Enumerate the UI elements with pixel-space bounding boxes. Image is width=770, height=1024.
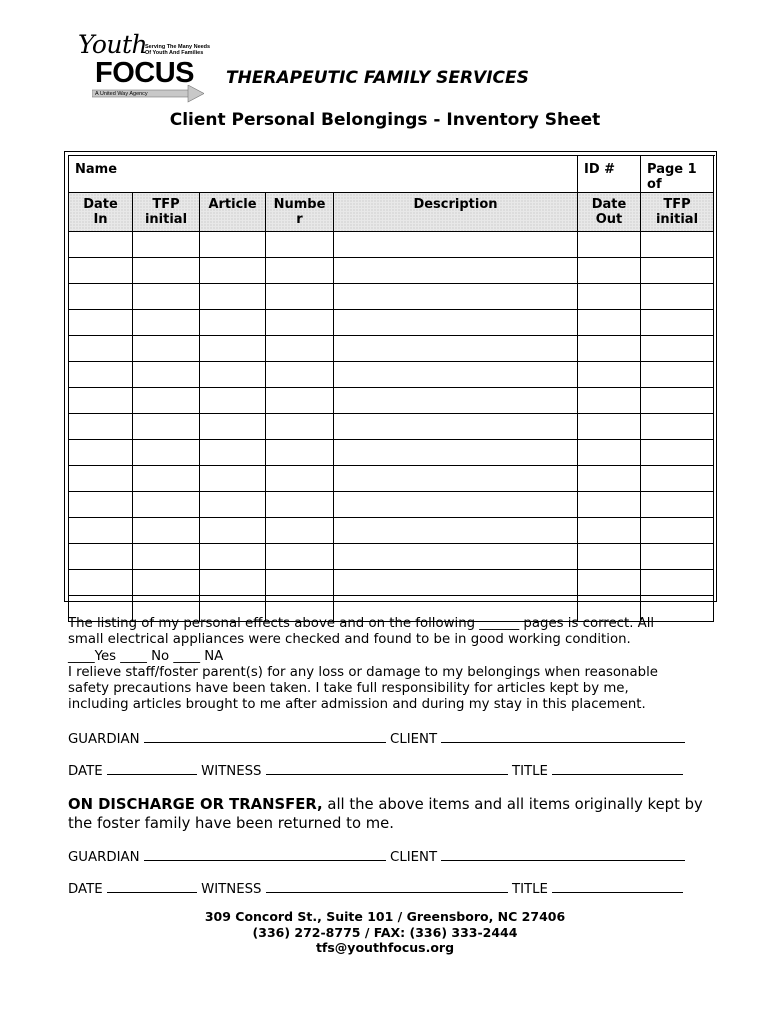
table-row bbox=[69, 518, 714, 544]
table-cell[interactable] bbox=[69, 232, 133, 258]
table-cell[interactable] bbox=[641, 570, 714, 596]
table-cell[interactable] bbox=[578, 232, 641, 258]
table-cell[interactable] bbox=[641, 518, 714, 544]
table-cell[interactable] bbox=[69, 544, 133, 570]
table-cell[interactable] bbox=[578, 284, 641, 310]
table-cell[interactable] bbox=[641, 492, 714, 518]
column-header: Date In bbox=[69, 193, 133, 232]
table-cell[interactable] bbox=[266, 232, 334, 258]
table-cell[interactable] bbox=[266, 388, 334, 414]
table-cell[interactable] bbox=[69, 388, 133, 414]
table-cell[interactable] bbox=[266, 518, 334, 544]
table-cell[interactable] bbox=[334, 492, 578, 518]
table-cell[interactable] bbox=[266, 284, 334, 310]
page-title: Client Personal Belongings - Inventory Sheet bbox=[169, 110, 601, 130]
client-signature-line[interactable] bbox=[441, 731, 685, 743]
table-row bbox=[69, 258, 714, 284]
table-cell[interactable] bbox=[266, 258, 334, 284]
table-row bbox=[69, 466, 714, 492]
table-cell[interactable] bbox=[69, 362, 133, 388]
table-row bbox=[69, 336, 714, 362]
table-cell[interactable] bbox=[69, 466, 133, 492]
inventory-table-frame bbox=[64, 151, 717, 602]
table-cell[interactable] bbox=[641, 232, 714, 258]
table-cell[interactable] bbox=[641, 388, 714, 414]
table-cell[interactable] bbox=[69, 310, 133, 336]
table-cell[interactable] bbox=[578, 310, 641, 336]
table-row bbox=[69, 492, 714, 518]
table-cell[interactable] bbox=[200, 336, 266, 362]
table-cell[interactable] bbox=[200, 388, 266, 414]
column-header: Date Out bbox=[578, 193, 641, 232]
statement-paragraph: The listing of my personal effects above and on the following ______ pages is correct. All small electrical appliances were checked and found to be in good working condition. ____Yes ____ No ____ NA I relieve staff/foster parent(s) for any loss or damage to my belongings when reasonable safety precautions have been taken. I take full responsibility for articles kept by me, including articles brought to me after admission and during my stay in this placement. bbox=[68, 616, 658, 713]
table-cell[interactable] bbox=[200, 232, 266, 258]
table-cell[interactable] bbox=[69, 284, 133, 310]
table-cell[interactable] bbox=[334, 258, 578, 284]
table-cell[interactable] bbox=[641, 466, 714, 492]
table-cell[interactable] bbox=[133, 284, 200, 310]
table-cell[interactable] bbox=[69, 258, 133, 284]
table-cell[interactable] bbox=[334, 336, 578, 362]
table-cell[interactable] bbox=[133, 414, 200, 440]
table-cell[interactable] bbox=[334, 544, 578, 570]
table-header-row bbox=[69, 193, 714, 232]
footer-phone: (336) 272-8775 / FAX: (336) 333-2444 bbox=[252, 924, 518, 940]
table-cell[interactable] bbox=[578, 544, 641, 570]
table-cell[interactable] bbox=[133, 232, 200, 258]
youth-focus-logo bbox=[76, 30, 211, 106]
name-field[interactable]: Name bbox=[69, 156, 578, 193]
table-cell[interactable] bbox=[266, 466, 334, 492]
table-cell[interactable] bbox=[266, 336, 334, 362]
table-cell[interactable] bbox=[641, 258, 714, 284]
table-cell[interactable] bbox=[69, 492, 133, 518]
table-cell[interactable] bbox=[133, 388, 200, 414]
table-row bbox=[69, 544, 714, 570]
table-cell[interactable] bbox=[334, 570, 578, 596]
footer-email: tfs@youthfocus.org bbox=[315, 940, 455, 955]
table-cell[interactable] bbox=[133, 570, 200, 596]
table-cell[interactable] bbox=[641, 414, 714, 440]
table-cell[interactable] bbox=[200, 466, 266, 492]
table-cell[interactable] bbox=[334, 388, 578, 414]
table-row bbox=[69, 388, 714, 414]
table-cell[interactable] bbox=[641, 544, 714, 570]
table-cell[interactable] bbox=[266, 414, 334, 440]
title-line[interactable] bbox=[552, 763, 683, 775]
column-header: Numbe r bbox=[266, 193, 334, 232]
client-signature-line-2[interactable] bbox=[441, 849, 685, 861]
table-cell[interactable] bbox=[578, 492, 641, 518]
table-cell[interactable] bbox=[641, 336, 714, 362]
guardian-signature-line[interactable] bbox=[144, 731, 386, 743]
logo-agency-text: A United Way Agency bbox=[95, 91, 148, 97]
table-row bbox=[69, 440, 714, 466]
table-cell[interactable] bbox=[334, 232, 578, 258]
table-cell[interactable] bbox=[578, 258, 641, 284]
table-cell[interactable] bbox=[578, 388, 641, 414]
page-field[interactable]: Page 1 of bbox=[641, 156, 714, 193]
table-cell[interactable] bbox=[200, 518, 266, 544]
table-cell[interactable] bbox=[578, 518, 641, 544]
table-cell[interactable] bbox=[266, 544, 334, 570]
table-cell[interactable] bbox=[200, 362, 266, 388]
table-row bbox=[69, 284, 714, 310]
table-cell[interactable] bbox=[578, 440, 641, 466]
table-cell[interactable] bbox=[200, 310, 266, 336]
table-cell[interactable] bbox=[641, 362, 714, 388]
table-cell[interactable] bbox=[266, 570, 334, 596]
table-cell[interactable] bbox=[69, 336, 133, 362]
table-cell[interactable] bbox=[334, 310, 578, 336]
table-cell[interactable] bbox=[69, 570, 133, 596]
table-cell[interactable] bbox=[133, 544, 200, 570]
table-cell[interactable] bbox=[578, 466, 641, 492]
column-header: TFP initial bbox=[133, 193, 200, 232]
table-cell[interactable] bbox=[69, 440, 133, 466]
table-cell[interactable] bbox=[266, 440, 334, 466]
table-cell[interactable] bbox=[578, 336, 641, 362]
title-line-2[interactable] bbox=[552, 881, 683, 893]
table-cell[interactable] bbox=[133, 310, 200, 336]
table-cell[interactable] bbox=[133, 362, 200, 388]
signature-row-2: DATE WITNESS TITLE bbox=[68, 763, 683, 779]
table-cell[interactable] bbox=[578, 570, 641, 596]
column-header: Description bbox=[334, 193, 578, 232]
table-cell[interactable] bbox=[578, 414, 641, 440]
logo-youth-text: Youth bbox=[78, 30, 148, 59]
table-cell[interactable] bbox=[266, 492, 334, 518]
date-line[interactable] bbox=[107, 763, 197, 775]
table-cell[interactable] bbox=[200, 258, 266, 284]
witness-signature-line-2[interactable] bbox=[266, 881, 508, 893]
table-cell[interactable] bbox=[334, 284, 578, 310]
table-cell[interactable] bbox=[133, 466, 200, 492]
table-cell[interactable] bbox=[133, 258, 200, 284]
table-cell[interactable] bbox=[334, 440, 578, 466]
table-cell[interactable] bbox=[266, 362, 334, 388]
inventory-table bbox=[68, 155, 714, 622]
table-cell[interactable] bbox=[69, 414, 133, 440]
table-cell[interactable] bbox=[334, 414, 578, 440]
table-cell[interactable] bbox=[69, 518, 133, 544]
signature-row-3: GUARDIAN CLIENT bbox=[68, 849, 685, 865]
date-line-2[interactable] bbox=[107, 881, 197, 893]
table-cell[interactable] bbox=[200, 284, 266, 310]
table-cell[interactable] bbox=[133, 492, 200, 518]
footer-contact bbox=[0, 909, 770, 956]
guardian-signature-line-2[interactable] bbox=[144, 849, 386, 861]
table-cell[interactable] bbox=[200, 440, 266, 466]
org-title: THERAPEUTIC FAMILY SERVICES bbox=[226, 68, 529, 88]
table-cell[interactable] bbox=[334, 518, 578, 544]
table-row bbox=[69, 310, 714, 336]
column-header: TFP initial bbox=[641, 193, 714, 232]
logo-focus-text: FOCUS bbox=[95, 57, 194, 89]
column-header: Article bbox=[200, 193, 266, 232]
table-cell[interactable] bbox=[133, 440, 200, 466]
table-cell[interactable] bbox=[133, 518, 200, 544]
table-cell[interactable] bbox=[200, 492, 266, 518]
table-cell[interactable] bbox=[200, 570, 266, 596]
table-cell[interactable] bbox=[641, 284, 714, 310]
signature-row-1: GUARDIAN CLIENT bbox=[68, 731, 685, 747]
table-row bbox=[69, 232, 714, 258]
table-cell[interactable] bbox=[200, 414, 266, 440]
table-row bbox=[69, 362, 714, 388]
table-row bbox=[69, 570, 714, 596]
table-cell[interactable] bbox=[334, 466, 578, 492]
discharge-statement: ON DISCHARGE OR TRANSFER, all the above items and all items originally kept by the foster family have been returned to me. bbox=[68, 796, 703, 832]
logo-tagline: Serving The Many Needs Of Youth And Families bbox=[145, 44, 211, 56]
table-cell[interactable] bbox=[334, 362, 578, 388]
footer-address: 309 Concord St., Suite 101 / Greensboro, NC 27406 bbox=[204, 909, 566, 924]
table-cell[interactable] bbox=[578, 362, 641, 388]
table-cell[interactable] bbox=[641, 310, 714, 336]
witness-signature-line[interactable] bbox=[266, 763, 508, 775]
signature-row-4: DATE WITNESS TITLE bbox=[68, 881, 683, 897]
id-field[interactable]: ID # bbox=[578, 156, 641, 193]
table-cell[interactable] bbox=[641, 440, 714, 466]
table-cell[interactable] bbox=[133, 336, 200, 362]
table-row bbox=[69, 414, 714, 440]
table-cell[interactable] bbox=[266, 310, 334, 336]
table-cell[interactable] bbox=[200, 544, 266, 570]
